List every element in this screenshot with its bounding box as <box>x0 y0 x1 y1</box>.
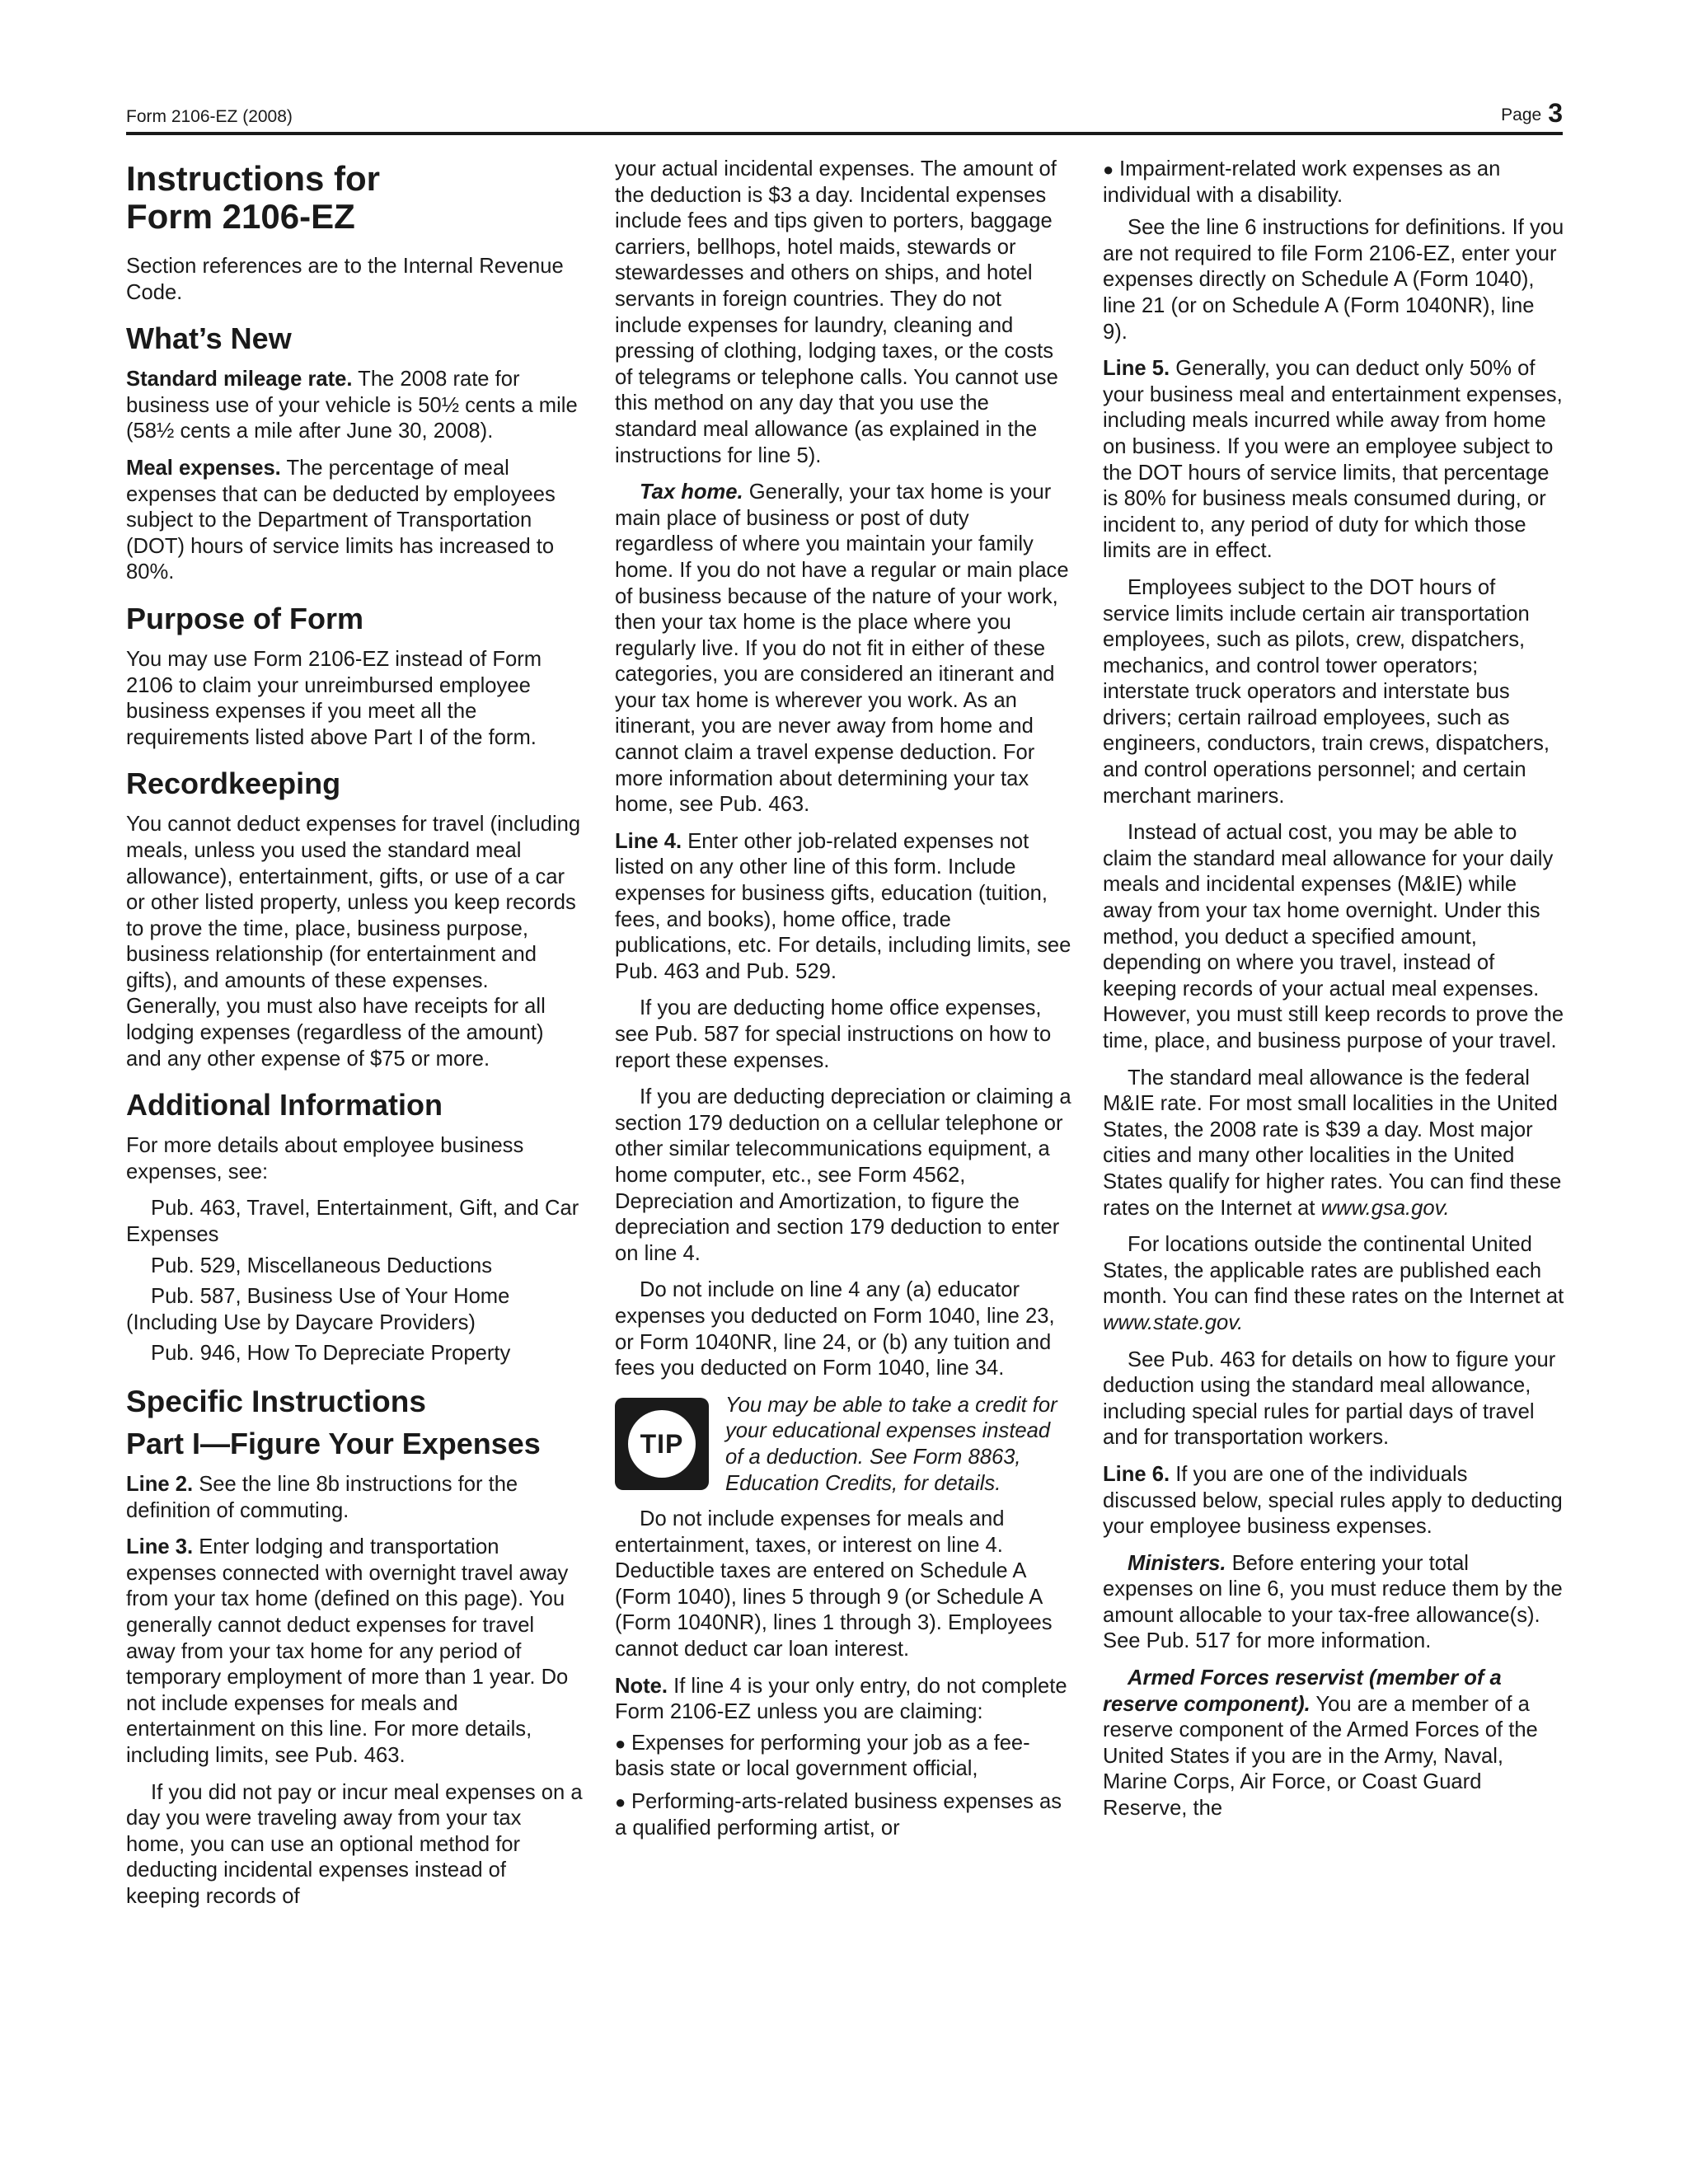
specific-instructions-heading: Specific Instructions <box>126 1385 426 1418</box>
note-paragraph: Note. If line 4 is your only entry, do not complete Form 2106-EZ unless you are claiming: <box>615 1674 1067 1724</box>
meal-paragraph: Meal expenses. The percentage of meal expenses that can be deducted by employees subject to the Department of Transportation (DOT) hours of service limits has increased to 80%. <box>126 456 556 584</box>
page-label: Page <box>1501 105 1542 124</box>
standard-meal-paragraph: The standard meal allowance is the federal M&IE rate. For most small localities in the United States, the 2008 rate is $39 a day. Most major cities and many other localities in the United States qualify for higher rates. You can find these rates on the Internet at www.gsa.gov. <box>1103 1066 1562 1220</box>
depreciation-paragraph: If you are deducting depreciation or claiming a section 179 deduction on a cellular telephone or other similar telecommunications equipment, a home computer, etc., see Form 4562, Depreciation and Amortization, to figure the depreciation and section 179 deduction to enter on line 4. <box>615 1085 1071 1265</box>
actual-cost-paragraph: Instead of actual cost, you may be able to claim the standard meal allowance for your daily meals and incidental expenses (M&IE) while away from your tax home overnight. Under this method, you deduct a specified amount, depending on where you travel, instead of keeping records of your actual meal expenses. However, you must still keep records to prove the time, place, and business purpose of your travel. <box>1103 821 1564 1052</box>
part1-heading: Part I—Figure Your Expenses <box>126 1427 541 1460</box>
outside-us-paragraph: For locations outside the continental United States, the applicable rates are published each month. You can find these rates on the Internet at www.state.gov. <box>1103 1233 1564 1334</box>
ministers-paragraph: Ministers. Before entering your total expenses on line 6, you must reduce them by the amount allocable to your tax-free allowance(s). See Pub. 517 for more information. <box>1103 1551 1563 1653</box>
intro-text: Section references are to the Internal Revenue Code. <box>126 255 564 304</box>
tip-text: You may be able to take a credit for your educational expenses instead of a deduction. See Form 8863, Education Credits, for details. <box>725 1393 1057 1495</box>
pub463-paragraph: See Pub. 463 for details on how to figure your deduction using the standard meal allowance, including special rules for partial days of travel and for transportation workers. <box>1103 1347 1556 1450</box>
line4-paragraph: Line 4. Enter other job-related expenses not listed on any other line of this form. Include expenses for business gifts, education (tuition, fees, and books), home office, trade publications, etc. For details, including limits, see Pub. 463 and Pub. 529. <box>615 829 1071 983</box>
recordkeeping-heading: Recordkeeping <box>126 766 341 801</box>
line6-paragraph: Line 6. If you are one of the individuals discussed below, special rules apply to deducting your employee business expenses. <box>1103 1462 1563 1539</box>
pub-587-item: Pub. 587, Business Use of Your Home (Including Use by Daycare Providers) <box>126 1285 510 1334</box>
bullet-icon: ● <box>615 1732 626 1754</box>
line3-continued-paragraph: If you did not pay or incur meal expenses on a day you were traveling away from your tax home, you can use an optional method for deducting incidental expenses instead of keeping records of <box>126 1780 583 1908</box>
page-header <box>126 98 1563 135</box>
educator-paragraph: Do not include on line 4 any (a) educator expenses you deducted on Form 1040, line 23, or Form 1040NR, line 24, or (b) any tuition and fees you deducted on Form 1040, line 34. <box>615 1278 1055 1380</box>
state-link: www.state.gov. <box>1103 1310 1244 1334</box>
pub-946-item: Pub. 946, How To Depreciate Property <box>151 1342 511 1366</box>
purpose-paragraph: You may use Form 2106-EZ instead of Form 2106 to claim your unreimbursed employee business expenses if you meet all the requirements listed above Part I of the form. <box>126 647 542 749</box>
bullet-fee-basis: ● Expenses for performing your job as a fee-basis state or local government official, <box>615 1731 1030 1781</box>
line3-paragraph: Line 3. Enter lodging and transportation expenses connected with overnight travel away from your tax home (defined on this page). You generally cannot deduct expenses for travel away from your tax home for any period of temporary employment of more than 1 year. Do not include expenses for meals and entertainment on this line. For more details, including limits, see Pub. 463. <box>126 1535 569 1767</box>
gsa-link: www.gsa.gov. <box>1320 1196 1450 1220</box>
meals-taxes-paragraph: Do not include expenses for meals and entertainment, taxes, or interest on line 4. Deductible taxes are entered on Schedule A (Form 1040), lines 5 through 9 (or Schedule A (Form 1040NR), lines 1 through 3). Employees cannot deduct car loan interest. <box>615 1507 1053 1661</box>
document-title: Instructions for Form 2106-EZ <box>126 159 381 236</box>
tax-home-paragraph: Tax home. Generally, your tax home is your main place of business or post of duty regardless of where you maintain your family home. If you do not have a regular or main place of business because of the nature of your work, then your tax home is the place where you regularly live. If you do not fit in either of these categories, you are considered an itinerant and your tax home is wherever you work. As an itinerant, you are never away from home and cannot claim a travel expense deduction. For more information about determining your tax home, see Pub. 463. <box>615 480 1069 817</box>
tip-icon: TIP <box>615 1398 709 1490</box>
purpose-heading: Purpose of Form <box>126 601 364 635</box>
additional-info-heading: Additional Information <box>126 1088 443 1122</box>
home-office-paragraph: If you are deducting home office expenses, see Pub. 587 for special instructions on how to report these expenses. <box>615 996 1052 1072</box>
mileage-paragraph: Standard mileage rate. The 2008 rate for business use of your vehicle is 50½ cents a mile (58½ cents a mile after June 30, 2008). <box>126 368 578 443</box>
bullet-performing-arts: ● Performing-arts-related business expenses as a qualified performing artist, or <box>615 1790 1062 1840</box>
incidental-continued-paragraph: your actual incidental expenses. The amount of the deduction is $3 a day. Incidental expenses include fees and tips given to porters, baggage carriers, bellhops, hotel maids, stewards or stewardesses and others on ships, and hotel servants in foreign countries. They do not include expenses for laundry, cleaning and pressing of clothing, lodging taxes, or the costs of telegrams or telephone calls. You cannot use this method on any day that you use the standard meal allowance (as explained in the instructions for line 5). <box>615 157 1058 467</box>
tip-box <box>615 1393 1073 1497</box>
bullet-icon: ● <box>1103 159 1114 180</box>
armed-forces-paragraph: Armed Forces reservist (member of a reserve component). You are a member of a reserve component of the Armed Forces of the United States if you are in the Army, Naval, Marine Corps, Air Force, or Coast Guard Reserve, the <box>1103 1666 1538 1821</box>
page-number: 3 <box>1548 98 1563 128</box>
whats-new-heading: What’s New <box>126 321 292 356</box>
pub-463-item: Pub. 463, Travel, Entertainment, Gift, and Car Expenses <box>126 1197 579 1247</box>
dot-employees-paragraph: Employees subject to the DOT hours of service limits include certain air transportation employees, such as pilots, crew, dispatchers, mechanics, and control tower operators; interstate truck operators and interstate bus drivers; certain railroad employees, such as engineers, conductors, train crews, dispatchers, and control operations personnel; and certain merchant mariners. <box>1103 575 1550 808</box>
line5-paragraph: Line 5. Generally, you can deduct only 50% of your business meal and entertainment expenses, including meals incurred while away from home on business. If you were an employee subject to the DOT hours of service limits, that percentage is 80% for business meals consumed during, or incident to, any period of duty for which those limits are in effect. <box>1103 357 1563 563</box>
column-3 <box>1103 157 1564 1833</box>
recordkeeping-paragraph: You cannot deduct expenses for travel (including meals, unless you used the standard meal allowance), entertainment, gifts, or use of a car or other listed property, unless you keep records to prove the time, place, business purpose, business relationship (for entertainment and gifts), and amounts of these expenses. Generally, you must also have receipts for all lodging expenses (regardless of the amount) and any other expense of $75 or more. <box>126 813 581 1071</box>
page-indicator <box>1501 98 1563 129</box>
column-2 <box>615 157 1073 1848</box>
line2-paragraph: Line 2. See the line 8b instructions for the definition of commuting. <box>126 1473 518 1522</box>
column-1 <box>126 157 584 1921</box>
see-line6-paragraph: See the line 6 instructions for definitions. If you are not required to file Form 2106-EZ, enter your expenses directly on Schedule A (Form 1040), line 21 (or on Schedule A (Form 1040NR), line 9). <box>1103 216 1564 344</box>
additional-info-paragraph: For more details about employee business expenses, see: <box>126 1134 524 1183</box>
pub-529-item: Pub. 529, Miscellaneous Deductions <box>151 1254 493 1277</box>
bullet-impairment: ● Impairment-related work expenses as an individual with a disability. <box>1103 157 1501 207</box>
form-label: Form 2106-EZ (2008) <box>126 107 293 126</box>
bullet-icon: ● <box>615 1792 626 1813</box>
